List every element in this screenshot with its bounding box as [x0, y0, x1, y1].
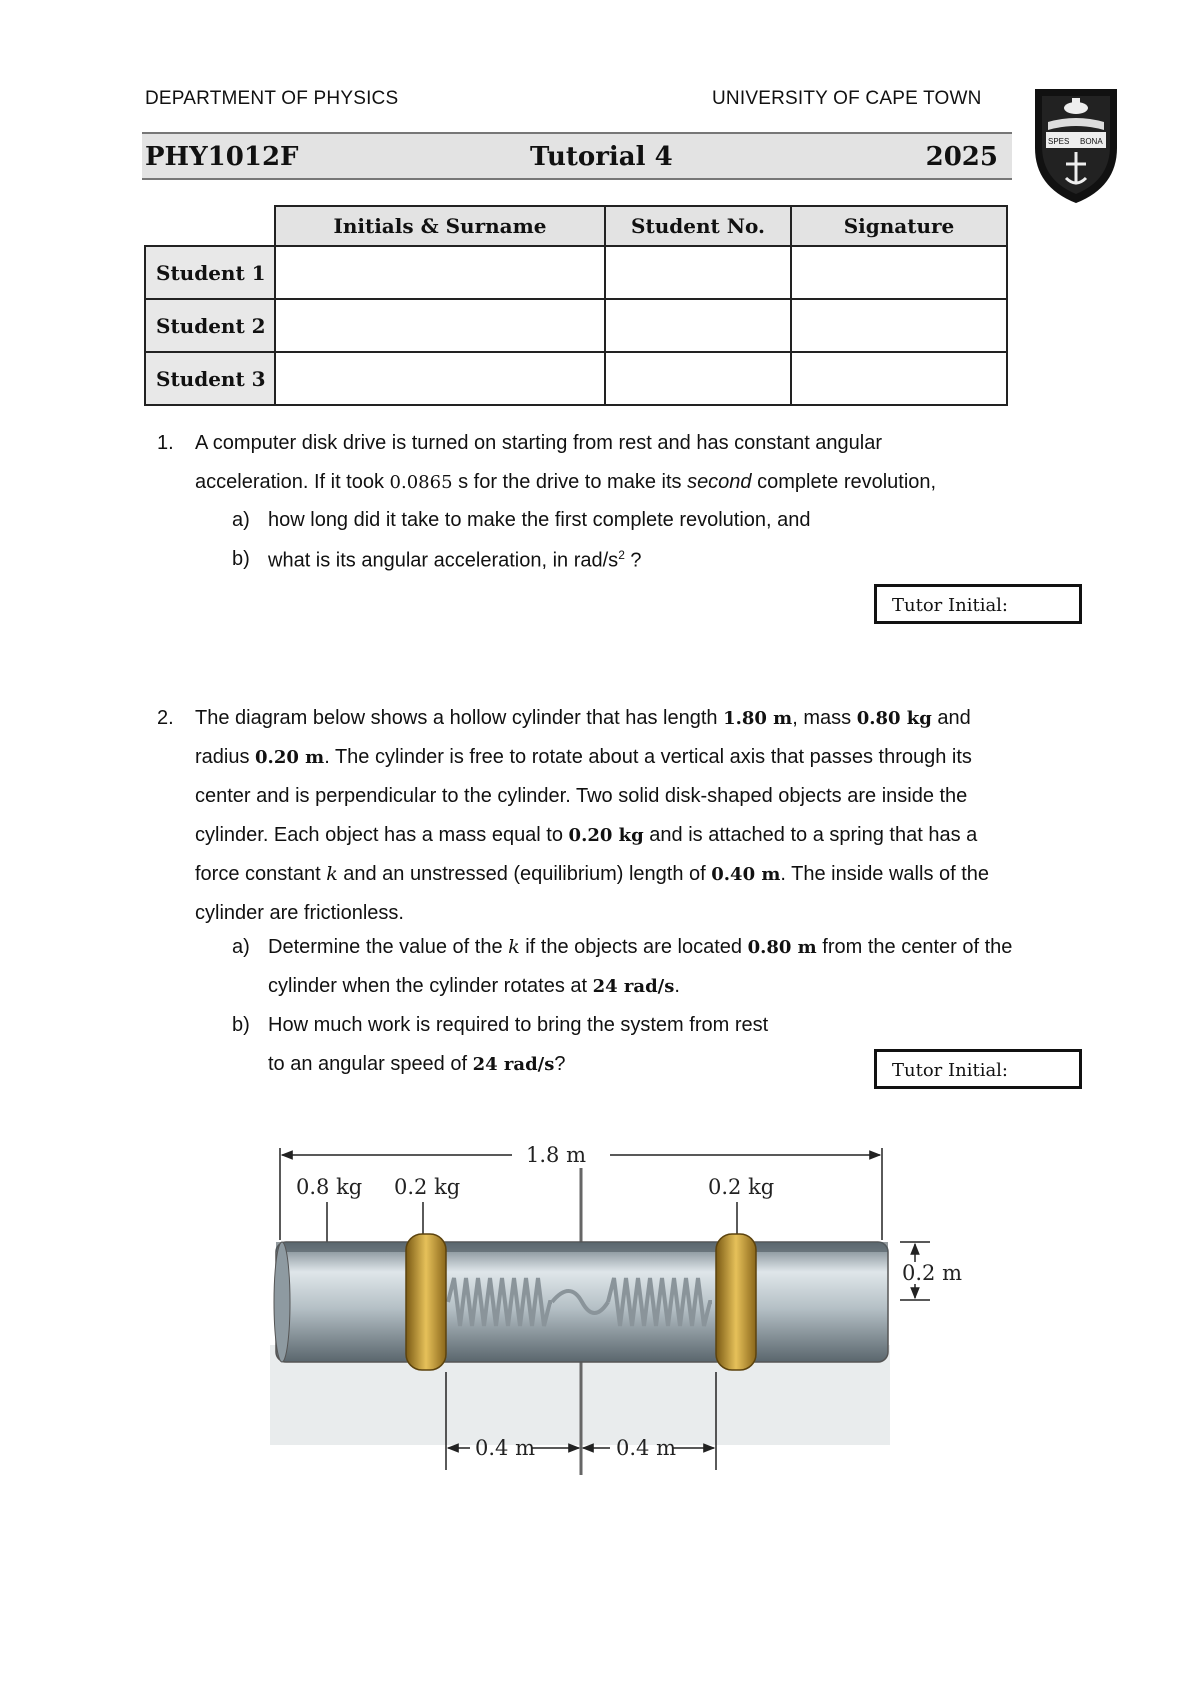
row-label: Student 3	[145, 352, 275, 405]
signature-field[interactable]	[791, 299, 1007, 352]
table-row	[145, 352, 1007, 405]
question-line: cylinder. Each object has a mass equal to 0.20 kg and is attached to a spring that has a	[195, 824, 978, 846]
question-line: The diagram below shows a hollow cylinder that has length 1.80 m, mass 0.80 kg and	[195, 707, 971, 729]
row-label: Student 2	[145, 299, 275, 352]
cylinder-mass-label: 0.8 kg	[296, 1175, 363, 1199]
part-label: a)	[232, 936, 250, 958]
right-disk-mass-label: 0.2 kg	[708, 1175, 775, 1199]
crest-motto-right: BONA	[1080, 137, 1103, 146]
table-row	[145, 299, 1007, 352]
column-header-student-no: Student No.	[605, 206, 791, 246]
left-disk-mass-label: 0.2 kg	[394, 1175, 461, 1199]
table-row	[145, 246, 1007, 299]
student-no-field[interactable]	[605, 352, 791, 405]
question-number: 1.	[157, 432, 174, 454]
right-spring-length-label: 0.4 m	[616, 1436, 676, 1460]
title-bar	[142, 132, 1012, 180]
signature-field[interactable]	[791, 246, 1007, 299]
column-header-name: Initials & Surname	[275, 206, 605, 246]
name-field[interactable]	[275, 246, 605, 299]
question-number: 2.	[157, 707, 174, 729]
part-label: b)	[232, 1014, 250, 1036]
student-details-table	[144, 205, 1008, 406]
course-code: PHY1012F	[145, 142, 299, 172]
part-text: what is its angular acceleration, in rad/$s^2$ ?	[268, 548, 642, 572]
uct-crest-logo	[1032, 86, 1120, 206]
question-line: A computer disk drive is turned on starting from rest and has constant angular	[195, 432, 883, 454]
right-disk	[716, 1234, 756, 1370]
value: 0.0865	[389, 472, 453, 493]
tutorial-title: Tutorial 4	[530, 142, 673, 172]
name-field[interactable]	[275, 299, 605, 352]
left-disk	[406, 1234, 446, 1370]
rotating-cylinder-diagram	[270, 1130, 962, 1485]
part-text: how long did it take to make the first complete revolution, and	[268, 509, 811, 531]
left-spring-length-label: 0.4 m	[475, 1436, 535, 1460]
part-text: to an angular speed of 24 rad/s?	[268, 1053, 566, 1075]
crest-motto-left: SPES	[1048, 137, 1070, 146]
student-no-field[interactable]	[605, 299, 791, 352]
part-text: Determine the value of the k if the objects are located 0.80 m from the center of the	[268, 936, 1013, 958]
part-text: How much work is required to bring the system from rest	[268, 1014, 769, 1036]
question-line: radius 0.20 m. The cylinder is free to rotate about a vertical axis that passes through its	[195, 746, 972, 768]
signature-field[interactable]	[791, 352, 1007, 405]
question-line: cylinder are frictionless.	[195, 902, 404, 924]
part-label: a)	[232, 509, 250, 531]
part-label: b)	[232, 548, 250, 570]
radius-label: 0.2 m	[902, 1261, 962, 1285]
length-label: 1.8 m	[526, 1143, 586, 1167]
course-year: 2025	[925, 142, 998, 172]
tutor-initial-box[interactable]: Tutor Initial:	[874, 1049, 1082, 1089]
department-label: DEPARTMENT OF PHYSICS	[145, 88, 399, 109]
university-label: UNIVERSITY OF CAPE TOWN	[712, 88, 982, 109]
row-label: Student 1	[145, 246, 275, 299]
part-text: cylinder when the cylinder rotates at 24 rad/s.	[268, 975, 680, 997]
column-header-signature: Signature	[791, 206, 1007, 246]
question-line: acceleration. If it took 0.0865 s for the drive to make its second complete revolution,	[195, 471, 937, 493]
question-line: center and is perpendicular to the cylinder. Two solid disk-shaped objects are inside the	[195, 785, 968, 807]
tutor-initial-box[interactable]: Tutor Initial:	[874, 584, 1082, 624]
question-line: force constant k and an unstressed (equilibrium) length of 0.40 m. The inside walls of the	[195, 863, 990, 885]
name-field[interactable]	[275, 352, 605, 405]
student-no-field[interactable]	[605, 246, 791, 299]
